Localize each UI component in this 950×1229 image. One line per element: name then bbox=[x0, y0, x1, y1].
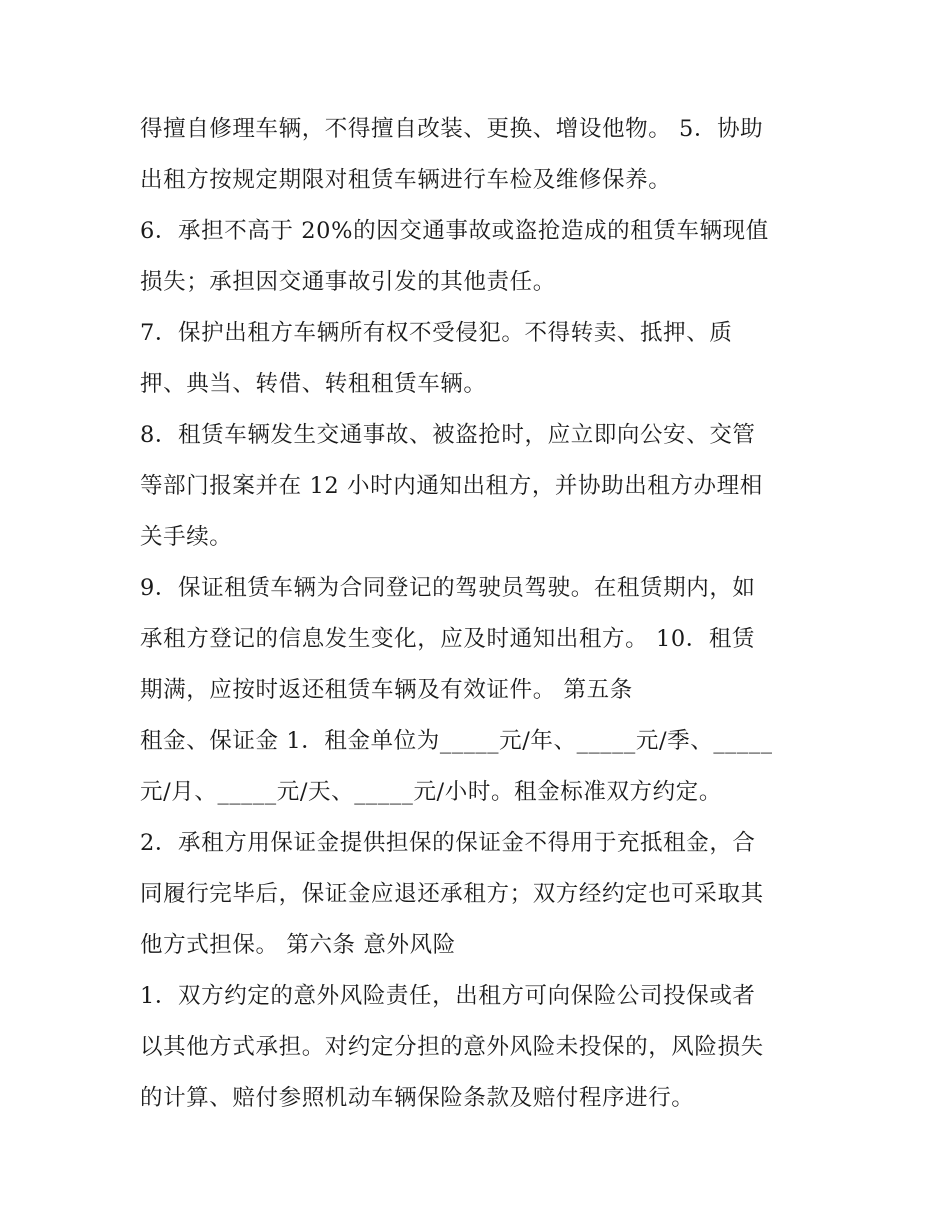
text-line: 2．承租方用保证金提供担保的保证金不得用于充抵租金，合 bbox=[140, 830, 756, 856]
text-line: 得擅自修理车辆，不得擅自改装、更换、增设他物。 5．协助 bbox=[140, 116, 764, 142]
text-line: 8．租赁车辆发生交通事故、被盗抢时，应立即向公安、交管 bbox=[140, 422, 756, 448]
text-line: 7．保护出租方车辆所有权不受侵犯。不得转卖、抵押、质 bbox=[140, 320, 733, 346]
text-line: 承租方登记的信息发生变化，应及时通知出租方。 10．租赁 bbox=[140, 626, 756, 652]
contract-text-body bbox=[140, 104, 820, 1124]
text-line: 损失；承担因交通事故引发的其他责任。 bbox=[140, 269, 556, 295]
text-line: 关手续。 bbox=[140, 524, 233, 550]
text-line: 押、典当、转借、转租租赁车辆。 bbox=[140, 371, 487, 397]
text-line: 同履行完毕后，保证金应退还承租方；双方经约定也可采取其 bbox=[140, 881, 764, 907]
text-line: 6．承担不高于 20%的因交通事故或盗抢造成的租赁车辆现值 bbox=[140, 218, 769, 244]
text-line: 1．双方约定的意外风险责任，出租方可向保险公司投保或者 bbox=[140, 983, 756, 1009]
text-line: 元/月、_____元/天、_____元/小时。租金标准双方约定。 bbox=[140, 779, 722, 805]
text-line: 的计算、赔付参照机动车辆保险条款及赔付程序进行。 bbox=[140, 1085, 695, 1111]
text-line: 租金、保证金 1．租金单位为_____元/年、_____元/季、_____ bbox=[140, 728, 773, 754]
text-line: 以其他方式承担。对约定分担的意外风险未投保的，风险损失 bbox=[140, 1034, 764, 1060]
text-line: 期满，应按时返还租赁车辆及有效证件。 第五条 bbox=[140, 677, 633, 703]
text-line: 他方式担保。 第六条 意外风险 bbox=[140, 932, 456, 958]
text-line: 等部门报案并在 12 小时内通知出租方，并协助出租方办理相 bbox=[140, 473, 763, 499]
text-line: 9．保证租赁车辆为合同登记的驾驶员驾驶。在租赁期内，如 bbox=[140, 575, 756, 601]
text-line: 出租方按规定期限对租赁车辆进行车检及维修保养。 bbox=[140, 167, 672, 193]
